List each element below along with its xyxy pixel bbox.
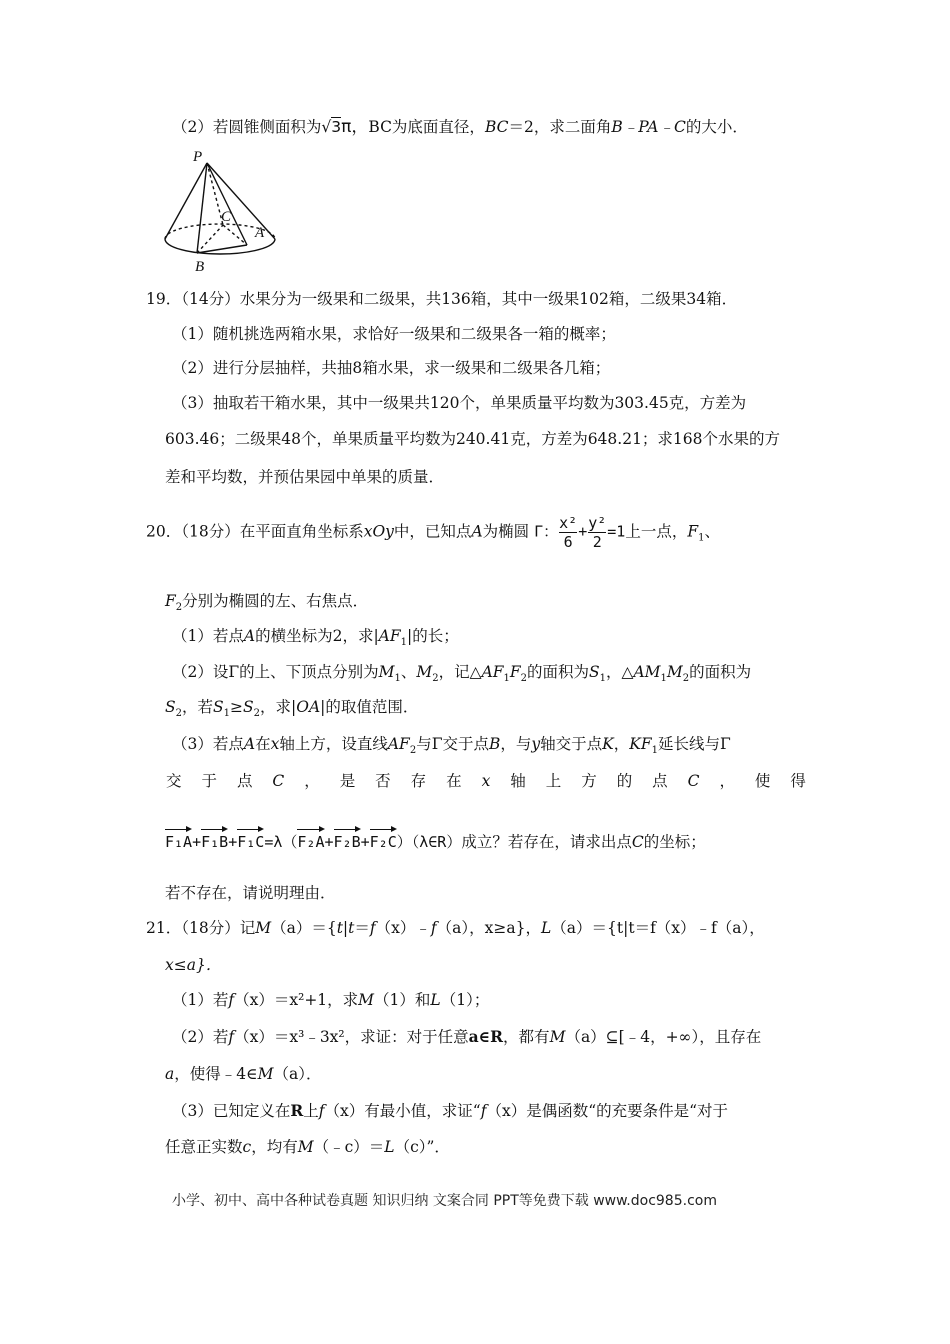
- q21-p1-d: （1）；: [440, 991, 490, 1009]
- q21-p3-l: L: [384, 1138, 395, 1156]
- q21-f: f: [369, 919, 376, 937]
- q20-p2-d: 的面积为: [527, 663, 590, 681]
- q20-s2b: S: [243, 698, 254, 716]
- q20-p2-i: |的取值范围．: [320, 698, 419, 716]
- q19-part1: （1）随机挑选两箱水果，求恰好一级果和二级果各一箱的概率；: [172, 325, 616, 343]
- q18-angle: B﹣PA﹣C: [611, 118, 686, 136]
- q20-s1: S: [589, 663, 600, 681]
- q20-vec-tail2: 的坐标；: [643, 833, 706, 851]
- cone-edge-ca: [223, 225, 247, 245]
- q21-p2-a: （2）若: [172, 1028, 229, 1046]
- spread-char: 否: [375, 772, 391, 790]
- q20-part2-line2: [165, 697, 418, 724]
- q21-p1-m: M: [358, 991, 375, 1009]
- q18-bc: BC: [484, 118, 509, 136]
- q20-p3-af2: AF: [387, 735, 410, 753]
- q20-s2-sub: 2: [175, 708, 182, 720]
- q20-p1-b: 的横坐标为2，求|: [255, 627, 379, 645]
- q20-p3-e: ，与: [500, 735, 532, 753]
- q20-p3-A: A: [243, 735, 256, 753]
- q21-part2-line2: [165, 1064, 321, 1084]
- q21-p3-f2: f: [480, 1102, 487, 1120]
- spread-char: 于: [201, 772, 217, 790]
- q20-am1-sub: 1: [660, 673, 667, 685]
- q20-m2: M: [416, 663, 433, 681]
- q20-s1b-sub: 1: [223, 708, 231, 720]
- label-p: P: [193, 149, 203, 165]
- label-a: A: [255, 225, 265, 241]
- q20-point-a: A: [471, 522, 483, 541]
- q21-t: t: [336, 919, 343, 937]
- q20-text-d: 上一点，: [625, 522, 688, 541]
- q21-paren-a: （a）＝{: [271, 919, 337, 937]
- q18-part2-line: [172, 117, 748, 137]
- q20-part3: [172, 734, 731, 761]
- spread-char: C: [272, 772, 285, 790]
- spread-char: 交: [166, 772, 182, 790]
- q20-m2b: M: [666, 663, 683, 681]
- frac2-num: y²: [588, 514, 607, 532]
- q18-text-a: （2）若圆锥侧面积为: [172, 118, 322, 136]
- q21-p1-l: L: [430, 991, 441, 1009]
- q21-p1-f: f: [228, 991, 235, 1009]
- spread-char: 方: [581, 772, 597, 790]
- q20-vec-tail: 成立？若存在，请求出点: [461, 833, 632, 851]
- q20-p3-kf1: KF: [629, 735, 652, 753]
- vector-f2a: F₂A: [297, 826, 324, 852]
- spread-char: 在: [446, 772, 462, 790]
- q21-p3-line2-c: （﹣c）＝: [313, 1138, 385, 1156]
- q21-fx: （x）﹣: [375, 919, 431, 937]
- q20-line2: [165, 591, 368, 618]
- vec-close: ）（λ∈R）: [396, 833, 462, 851]
- q21-m: M: [255, 919, 272, 937]
- q20-p2-b: 、: [400, 663, 417, 681]
- spread-char: 是: [339, 772, 356, 790]
- sqrt-symbol: √: [321, 118, 332, 136]
- q21-p3-d: （x）是偶函数“的充要条件是“对于: [486, 1102, 729, 1120]
- q20-p3-af2-sub: 2: [409, 745, 417, 757]
- q20-m1-sub: 1: [394, 673, 401, 685]
- q19-head: 19．（14分）水果分为一级果和二级果，共136箱，其中一级果102箱，二级果34箱．: [146, 290, 738, 308]
- q20-m2b-sub: 2: [682, 673, 690, 685]
- q21-l: L: [540, 919, 552, 937]
- q20-p2-a: （2）设Γ的上、下顶点分别为: [172, 663, 379, 681]
- vec-plus: +: [192, 833, 202, 851]
- q21-p2-line2-a: a: [165, 1065, 175, 1083]
- q20-comma: 、: [704, 522, 721, 541]
- cone-edge-pb: [197, 163, 207, 253]
- q20-point-c: C: [631, 833, 644, 851]
- q20-p3-K: K: [602, 735, 614, 753]
- q20-s1-sub: 1: [599, 673, 607, 685]
- q21-line2: x≤a}．: [165, 956, 222, 974]
- label-c: C: [221, 209, 232, 225]
- q20-p2-g: ，若: [182, 698, 214, 716]
- q19-part3: （3）抽取若干箱水果，其中一级果共120个，单果质量平均数为303.45克，方差为: [172, 394, 747, 412]
- q21-fa: （a），x≥a}，: [436, 919, 541, 937]
- q20-p3-b: 在: [255, 735, 271, 753]
- q21-p2-d: （a）⊆[﹣4，+∞），且存在: [565, 1028, 762, 1046]
- frac2-den: 2: [592, 533, 602, 551]
- q20-f1-sub: 1: [698, 532, 705, 544]
- q21-p3-r: R: [290, 1101, 304, 1120]
- q18-text-d: 的大小．: [685, 118, 748, 136]
- q21-part3: [172, 1101, 728, 1121]
- q21-t2: t: [348, 919, 355, 937]
- q20-m1: M: [378, 663, 395, 681]
- q21-f2: f: [430, 919, 437, 937]
- q21-p3-m: M: [297, 1138, 314, 1156]
- q20-f2b-sub: 2: [520, 673, 528, 685]
- vec-plus: +: [228, 833, 238, 851]
- q21-p3-c-var: c: [242, 1138, 252, 1156]
- spread-char: C: [687, 772, 700, 790]
- q20-am1: AM: [633, 663, 661, 681]
- vec-plus: +: [360, 833, 370, 851]
- cone-figure: [155, 145, 285, 275]
- q21-p3-c: （x）有最小值，求证“: [324, 1102, 481, 1120]
- q21-p3-line2-d: （c）”．: [394, 1138, 450, 1156]
- q21-p3-line2-a: 任意正实数: [165, 1138, 243, 1156]
- spread-char: x: [481, 772, 491, 790]
- q20-p1-a: （1）若点: [172, 627, 244, 645]
- q20-p3-c: 轴上方，设直线: [279, 735, 388, 753]
- ellipse-gamma: Γ：: [534, 522, 559, 541]
- q20-f2: F: [165, 592, 176, 610]
- q18-text-b: BC为底面直径，: [368, 118, 485, 136]
- q20-p2-c: ，记△: [438, 663, 482, 681]
- spread-char: 点: [652, 772, 668, 790]
- q21-p1-b: （x）＝x²+1，求: [234, 991, 359, 1009]
- q19-part3-line2: 603.46；二级果48个，单果质量平均数为240.41克，方差为648.21；求168个水果的方: [165, 430, 781, 448]
- q20-p3-g: ，: [613, 735, 630, 753]
- q20-oa: OA: [296, 698, 321, 716]
- q20-f1: F: [687, 522, 699, 541]
- equals-one: =1: [607, 522, 626, 541]
- spread-char: 上: [545, 772, 562, 790]
- spread-char: 轴: [510, 772, 526, 790]
- q20-p3-d: 与Γ交于点: [416, 735, 489, 753]
- q21-p2-b: （x）＝x³﹣3x²，求证：对于任意: [234, 1028, 469, 1046]
- q20-s2b-sub: 2: [253, 708, 261, 720]
- q21-p2-c: ，都有: [503, 1028, 550, 1046]
- label-b: B: [195, 259, 205, 275]
- q21-p3-b: 上: [303, 1102, 319, 1120]
- q21-p1-c: （1）和: [374, 991, 431, 1009]
- vector-f1a: F₁A: [165, 826, 192, 852]
- spread-char: 使: [754, 772, 771, 790]
- fraction-x2-over-6: [559, 514, 577, 551]
- q20-p2-f: 的面积为: [689, 663, 752, 681]
- q20-vector-equation: [165, 826, 706, 852]
- q20-af1: AF: [481, 663, 504, 681]
- q19-part3-line3: 差和平均数，并预估果园中单果的质量．: [165, 468, 445, 486]
- q21-teq: ＝: [354, 919, 370, 937]
- q21-p2-ar: a∈R: [468, 1027, 504, 1046]
- q19-part2: （2）进行分层抽样，共抽8箱水果，求一级果和二级果各几箱；: [172, 359, 611, 377]
- cone-base-front: [165, 239, 275, 254]
- spread-char: 得: [790, 772, 806, 790]
- q20-p3-a: （3）若点: [172, 735, 244, 753]
- q20-p3-f: 轴交于点: [540, 735, 603, 753]
- q20-part3-spread-line: [166, 771, 806, 791]
- q20-line2-text: 分别为椭圆的左、右焦点．: [182, 592, 369, 610]
- q20-p3-h: 延长线与Γ: [657, 735, 731, 753]
- q20-text-c: 为椭圆: [482, 522, 530, 541]
- q21-head: [146, 918, 765, 938]
- q20-p3-y: y: [531, 735, 541, 753]
- q21-part3-line2: [165, 1137, 450, 1157]
- q21-p2-line2-c: （a）．: [273, 1065, 322, 1083]
- vector-f2b: F₂B: [334, 826, 361, 852]
- spread-char: ，: [719, 772, 735, 790]
- q21-part2: [172, 1027, 761, 1047]
- q20-p3-kf1-sub: 1: [651, 745, 658, 757]
- pi-symbol: π，: [341, 117, 369, 137]
- q21-p2-line2-m: M: [257, 1065, 274, 1083]
- sqrt-radicand: 3: [331, 118, 342, 136]
- q21-bar: |: [342, 919, 349, 937]
- q20-m2-sub: 2: [432, 673, 439, 685]
- q21-la: （a）＝{t|t＝f（x）﹣f（a），: [551, 919, 765, 937]
- q20-last-line: 若不存在，请说明理由．: [165, 884, 336, 902]
- q20-xoy: xOy: [363, 522, 394, 541]
- cone-edge-pa: [207, 163, 247, 245]
- vec-equals-lambda: =λ（: [264, 833, 298, 851]
- q20-text-b: 中，已知点: [393, 522, 472, 541]
- q21-part1: [172, 990, 489, 1010]
- spread-char: ，: [304, 772, 320, 790]
- q20-part2: [172, 662, 751, 689]
- vector-f2c: F₂C: [370, 826, 397, 852]
- q20-p1-af-sub: 1: [400, 637, 407, 649]
- q21-text-a: 21．（18分）记: [146, 919, 256, 937]
- q18-text-c: ＝2，求二面角: [508, 118, 612, 136]
- page-footer: 小学、初中、高中各种试卷真题 知识归纳 文案合同 PPT等免费下载 www.doc985.com: [172, 1193, 717, 1209]
- frac1-num: x²: [559, 514, 578, 532]
- q20-f2b: F: [509, 663, 521, 681]
- q20-s1b: S: [213, 698, 224, 716]
- q20-p3-x: x: [270, 735, 280, 753]
- q20-head: [146, 514, 720, 551]
- q21-p1-a: （1）若: [172, 991, 229, 1009]
- q20-text-a: 20．（18分）在平面直角坐标系: [146, 522, 364, 541]
- spread-char: 点: [236, 772, 253, 790]
- q20-p2-e: ，△: [606, 663, 634, 681]
- q21-p2-f: f: [228, 1028, 235, 1046]
- q21-p2-line2-b: ，使得﹣4∈: [174, 1065, 258, 1083]
- q20-p1-A: A: [243, 627, 256, 645]
- q21-p3-f: f: [318, 1102, 325, 1120]
- q20-p2-h: ，求|: [260, 698, 297, 716]
- q21-p2-m: M: [549, 1028, 566, 1046]
- q20-p1-c: |的长；: [407, 627, 459, 645]
- spread-char: 存: [410, 772, 427, 790]
- cone-edge-ba: [197, 245, 247, 253]
- q21-p3-line2-b: ，均有: [251, 1138, 298, 1156]
- vector-f1b: F₁B: [201, 826, 228, 852]
- vector-f1c: F₁C: [237, 826, 264, 852]
- spread-char: 的: [616, 772, 633, 790]
- q20-p3-B: B: [488, 735, 501, 753]
- q20-af1-sub: 1: [503, 673, 510, 685]
- fraction-y2-over-2: [588, 514, 606, 551]
- vec-plus: +: [324, 833, 334, 851]
- frac1-den: 6: [563, 533, 573, 551]
- q20-geq: ≥: [230, 698, 244, 716]
- plus-sign: +: [578, 522, 588, 541]
- q20-f2-sub: 2: [175, 602, 183, 614]
- q20-s2: S: [165, 698, 176, 716]
- q20-part1: [172, 626, 459, 653]
- q21-p3-a: （3）已知定义在: [172, 1102, 291, 1120]
- q20-p1-af: AF: [378, 627, 401, 645]
- cone-edge-right: [207, 163, 275, 239]
